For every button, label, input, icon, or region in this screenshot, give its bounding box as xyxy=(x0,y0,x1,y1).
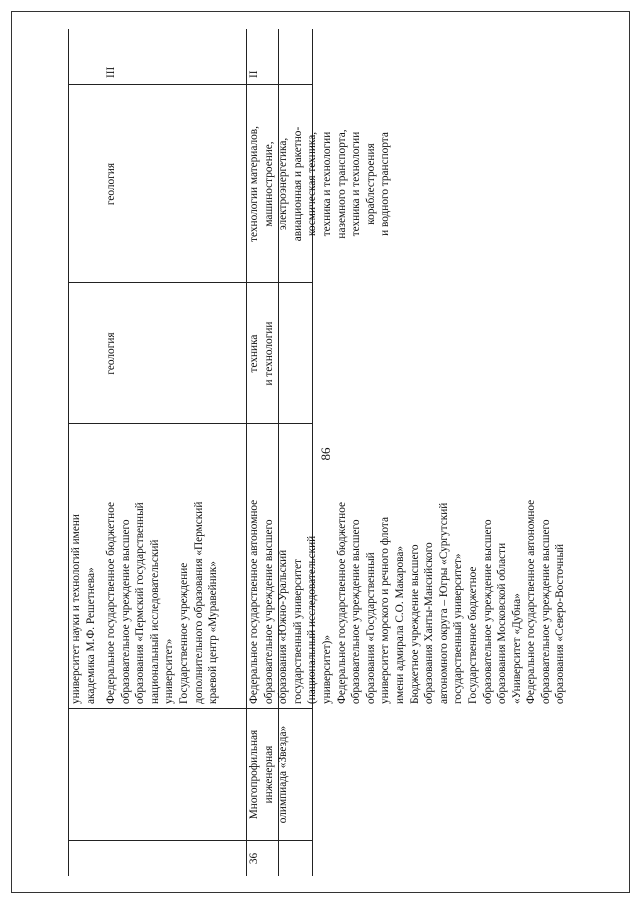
profile-cell-engineering xyxy=(247,284,276,423)
org-line: «Университет «Дубна» xyxy=(510,593,523,704)
org-line: университет» xyxy=(163,638,176,704)
profile-cell-geology xyxy=(104,284,119,423)
org-line: образования «Пермский государственный xyxy=(134,502,147,704)
org-line: образовательное учреждение высшего xyxy=(481,519,494,704)
level-cell-ii xyxy=(247,33,262,78)
field-line: электроэнергетика, xyxy=(277,137,290,231)
org-line: Бюджетное учреждение высшего xyxy=(408,544,421,704)
org-line: Федеральное государственное бюджетное xyxy=(335,501,348,704)
org-line: образования «Южно-Уральский xyxy=(277,549,290,704)
org-line: Федеральное государственное бюджетное xyxy=(105,501,117,704)
field-line: космическая техника, xyxy=(306,131,319,237)
org-line: автономного округа – Югры «Сургутский xyxy=(437,502,450,704)
org-line: образовательное учреждение высшего xyxy=(262,519,275,704)
profile-line: техника xyxy=(248,334,260,373)
field-line: техника и технологии xyxy=(320,131,333,237)
org-line: дополнительного образования «Пермский xyxy=(192,501,205,704)
org-line: Государственное бюджетное xyxy=(466,566,479,704)
org-line: государственный университет xyxy=(291,559,304,704)
org-line: имени адмирала С.О. Макарова» xyxy=(393,545,406,704)
level-value: III xyxy=(105,66,117,78)
field-line: техника и технологии xyxy=(350,131,363,237)
org-line: Государственное учреждение xyxy=(177,562,190,704)
org-line: образования «Государственный xyxy=(364,552,377,704)
level-cell-iii xyxy=(104,33,119,78)
org-line: образовательное учреждение высшего xyxy=(539,519,552,704)
field-line: и водного транспорта xyxy=(379,132,392,236)
olympiad-name-cell xyxy=(247,709,291,840)
row-number-36 xyxy=(247,841,262,876)
profile-line: и технологии xyxy=(262,321,275,386)
name-line: олимпиада «Звезда» xyxy=(277,725,290,824)
fields-cell-engineering xyxy=(247,86,393,282)
org-cell-perm xyxy=(104,428,221,704)
org-line: образовательное учреждение высшего xyxy=(350,519,363,704)
page-number: 86 xyxy=(318,447,333,461)
org-line: академика М.Ф. Решетнева» xyxy=(84,567,97,704)
org-line: университет)» xyxy=(320,634,333,704)
level-value: II xyxy=(248,70,260,78)
field-line: геология xyxy=(105,162,117,206)
org-line: (национальный исследовательский xyxy=(306,535,319,704)
org-line: университет морского и речного флота xyxy=(379,516,392,704)
org-line: образования «Северо-Восточный xyxy=(554,543,567,704)
org-line: университет науки и технологий имени xyxy=(70,514,82,704)
org-line: образования Московской области xyxy=(496,542,509,704)
org-line: краевой центр «Муравейник» xyxy=(207,561,220,704)
org-line: Федеральное государственное автономное xyxy=(525,499,538,704)
fields-cell-geology xyxy=(104,86,119,282)
field-line: машиностроение, xyxy=(262,141,275,227)
field-line: наземного транспорта, xyxy=(335,129,348,239)
name-line: Многопрофильная xyxy=(248,729,260,820)
org-line: Федеральное государственное автономное xyxy=(248,499,260,704)
field-line: авиационная и ракетно- xyxy=(291,126,304,242)
row-number: 36 xyxy=(248,852,260,865)
name-line: инженерная xyxy=(262,745,275,804)
org-line: государственный университет» xyxy=(452,553,465,704)
field-line: кораблестроения xyxy=(364,143,377,225)
field-line: технологии материалов, xyxy=(248,126,260,242)
org-cell-zvezda xyxy=(247,428,568,704)
profile-line: геология xyxy=(105,332,117,375)
org-line: образования Ханты-Мансийского xyxy=(423,542,436,704)
org-line: национальный исследовательский xyxy=(148,539,161,704)
org-line: образовательное учреждение высшего xyxy=(119,519,132,704)
org-cell-reshetnev xyxy=(69,428,98,704)
